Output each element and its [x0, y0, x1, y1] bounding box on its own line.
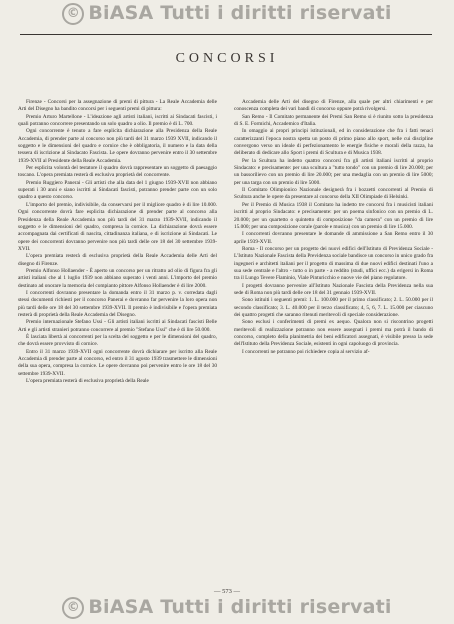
paragraph: I concorrenti ne potranno poi richiedere copia al servizio af-	[242, 348, 370, 355]
paragraph: Il Comitato Olimpionico Nazionale designerà fra i bozzetti concorrenti al Premio di Scultura anche le opere da presentare al concorso della XII Olimpiade di Helsinki.	[234, 187, 433, 201]
paragraph: È lasciata libertà ai concorrenti per la scelta del soggetto e per le dimensioni del quadro, che dovrà essere provvisto di cornice.	[18, 334, 217, 348]
page-number: — 573 —	[214, 588, 240, 595]
paragraph: Firenze - Concorsi per la assegnazione di premi di pittura - La Reale Accademia delle Arti del Disegno ha bandito concorsi per i seguenti premi di pittura:	[18, 99, 217, 113]
copyright-icon: ©	[62, 597, 84, 619]
right-column	[234, 99, 433, 356]
paragraph: Entro il 31 marzo 1939-XVII ogni concorrente dovrà dichiarare per iscritto alla Reale Accademia di prender parte al concorso, ed entro il 31 agosto 1939 trasmettere le dimensioni della sua opera, compresa la cornice. Le opere dovranno poi pervenire entro le ore 18 del 30 settembre 1939-XVII.	[18, 348, 217, 377]
paragraph: Per il Premio di Musica 1938 il Comitato ha indetto tre concorsi fra i musicisti italiani iscritti al proprio Sindacato: e precisamente: per un poema sinfonico con un premio di L. 20.000; per un quartetto o quintetto di composizione "da camera" con un premio di lire 15.000; per una composizione corale (parole e musica) con un premio di lire 15.000.	[234, 201, 433, 230]
paragraph: L'importo del premio, indivisibile, da conservarsi per il migliore quadro è di lire 10.000. Ogni concorrente dovrà fare esplicita dichiarazione di prender parte al concorso alla Presidenza della Reale Accademia non più tardi del 31 marzo 1939-XVII, indicando il soggetto e le dimensioni del quadro, compresa la cornice. La dichiarazione dovrà essere accompagnata dai certificati di nascita, cittadinanza italiana, e di iscrizione ai Sindacati. Le opere dei concorrenti dovranno pervenire non più tardi delle ore 18 del 30 settembre 1939-XVII.	[18, 201, 217, 252]
paragraph: Per esplicita volontà del testatore il quadro dovrà rappresentare un soggetto di paesaggio toscano. L'opera premiata resterà di esclusiva proprietà del concorrente.	[18, 165, 217, 179]
paragraph: San Remo - Il Comitato permanente dei Premi San Remo si è riunito sotto la presidenza di S. E. Formichi, Accademico d'Italia.	[234, 113, 433, 128]
paragraph: Premio Ruggiero Panerai - Gli artisti che alla data del 1 giugno 1939-XVII non abbiano superati i 30 anni e siano iscritti ai Sindacati fascisti, potranno prender parte con un solo quadro a questo concorso.	[18, 179, 217, 201]
paragraph: Accademia delle Arti del disegno di Firenze, alla quale per altri chiarimenti e per conoscenza completa dei vari bandi di concorso oppure potrà rivolgersi.	[234, 99, 433, 113]
paragraph: Premio internazionale Stefano Ussi - Gli artisti italiani iscritti ai Sindacati fascisti Belle Arti e gli artisti stranieri potranno concorrere al premio "Stefano Ussi" che è di lire 50.000.	[18, 319, 217, 333]
watermark-text: BiASA Tutti i diritti riservati	[88, 2, 392, 24]
paragraph: I concorrenti dovranno presentare la domanda entro il 31 marzo p. v. corredata dagli stessi documenti richiesti per il concorso Panerai e dovranno far pervenire la loro opera non più tardi delle ore 18 del 30 settembre 1939-XVII. Il premio è indivisibile e l'opera premiata resterà di proprietà della Reale Accademia del Disegno.	[18, 289, 217, 318]
page-number-value: 573	[222, 588, 232, 595]
paragraph: Premio Arturo Martellone - L'ideazione agli artisti italiani, iscritti ai Sindacati fascisti, i quali potranno concorrere presentando un solo quadro a olio. Il premio è di L. 700.	[18, 113, 217, 128]
paragraph: In omaggio ai propri principi istituzionali, ed in considerazione che fra i fatti tenaci caratterizzanti l'epoca nostra spetta un posto di primo piano allo sport, nelle cui discipline convergono verso un ideale di perfezionamento le energie fisiche e morali della razza, ha deliberato di dedicare allo Sport i premi di Scultura e di Musica 1938.	[234, 128, 433, 157]
paragraph: Roma - Il concorso per un progetto dei nuovi edifici dell'Istituto di Previdenza Sociale - L'Istituto Nazionale Fascista della Previdenza sociale bandisce un concorso in unico grado fra ingegneri e architetti italiani per il progetto di massima di due nuovi edifici destinati l'uno a sua sede centrale e l'altro - tutto o in parte - a reddito (studi, uffici ecc.) da erigersi in Roma tra il Lungo Tevere Flaminio, Viale Pinturicchio e nuove vie del piano regolatore.	[234, 245, 433, 282]
paragraph: Premio Alfonso Hollaender - È aperto un concorso per un ritratto ad olio di figura fra gli artisti italiani che al 1 luglio 1939 non abbiano superato i venti anni. L'importo del premio destinato ad onorare la memoria del compianto pittore Alfonso Hollaender è di lire 2000.	[18, 267, 217, 289]
paragraph: Ogni concorrente è tenuto a fare esplicita dichiarazione alla Presidenza della Reale Accademia, di prender parte al concorso non più tardi del 31 marzo 1939 XVII, indicando il soggetto e le dimensioni del quadro e cornice che è obbligatoria, il numero e la data della tessera di iscrizione al Sindacato Fascista. Le opere dovranno pervenire entro il 30 settembre 1939-XVII al Presidente della Reale Accademia.	[18, 128, 217, 164]
paragraph: Sono esclusi i conferimenti di premi ex aequo. Qualora non si riscontrino progetti meritevoli di realizzazione potranno non essere assegnati i premi ma potrà il bando di concorso, completo della planimetria dei beni edificatori assegnati, è visibile presso la sede dell'Istituto della Previdenza Sociale, esistenti in ogni capoluogo di provincia.	[234, 319, 433, 348]
left-column	[18, 99, 217, 385]
watermark-text: BiASA Tutti i diritti riservati	[88, 596, 392, 618]
watermark-top	[0, 2, 454, 25]
paragraph: L'opera premiata resterà di esclusiva proprietà della Reale	[26, 378, 149, 385]
paragraph: L'opera premiata resterà di esclusiva proprietà della Reale Accademia delle Arti del disegno di Firenze.	[18, 253, 217, 267]
watermark-bottom	[0, 596, 454, 619]
page-heading: CONCORSI	[175, 51, 279, 66]
paragraph: I progetti dovranno pervenire all'Istituto Nazionale Fascista della Previdenza nella sua sede di Roma non più tardi delle ore 18 del 31 gennaio 1939-XVII.	[234, 282, 433, 296]
paragraph: Per la Scultura ha indetto quattro concorsi fra gli artisti italiani iscritti al proprio Sindacato: e precisamente: per una scultura a "tutto tondo" con un premio di lire 20.000; per un bassorilievo con un premio di lire 20.000; per una medaglia con un premio di lire 5000; per una targa con un premio di lire 5000.	[234, 157, 433, 186]
paragraph: Sono istituiti i seguenti premi: 1. L. 100.000 per il primo classificato; 2. L. 50.000 per il secondo classificato; 3. L. 40.000 per il terzo classificato; 4, 5, 6, 7. L. 15.000 per ciascuno dei quattro progetti che saranno ritenuti meritevoli di speciale considerazione.	[234, 297, 433, 318]
copyright-icon: ©	[62, 3, 84, 25]
paragraph: I concorrenti dovranno presentare le domande di ammissione a San Remo entro il 30 aprile 1939-XVII.	[234, 231, 433, 245]
header-rule	[20, 34, 432, 35]
